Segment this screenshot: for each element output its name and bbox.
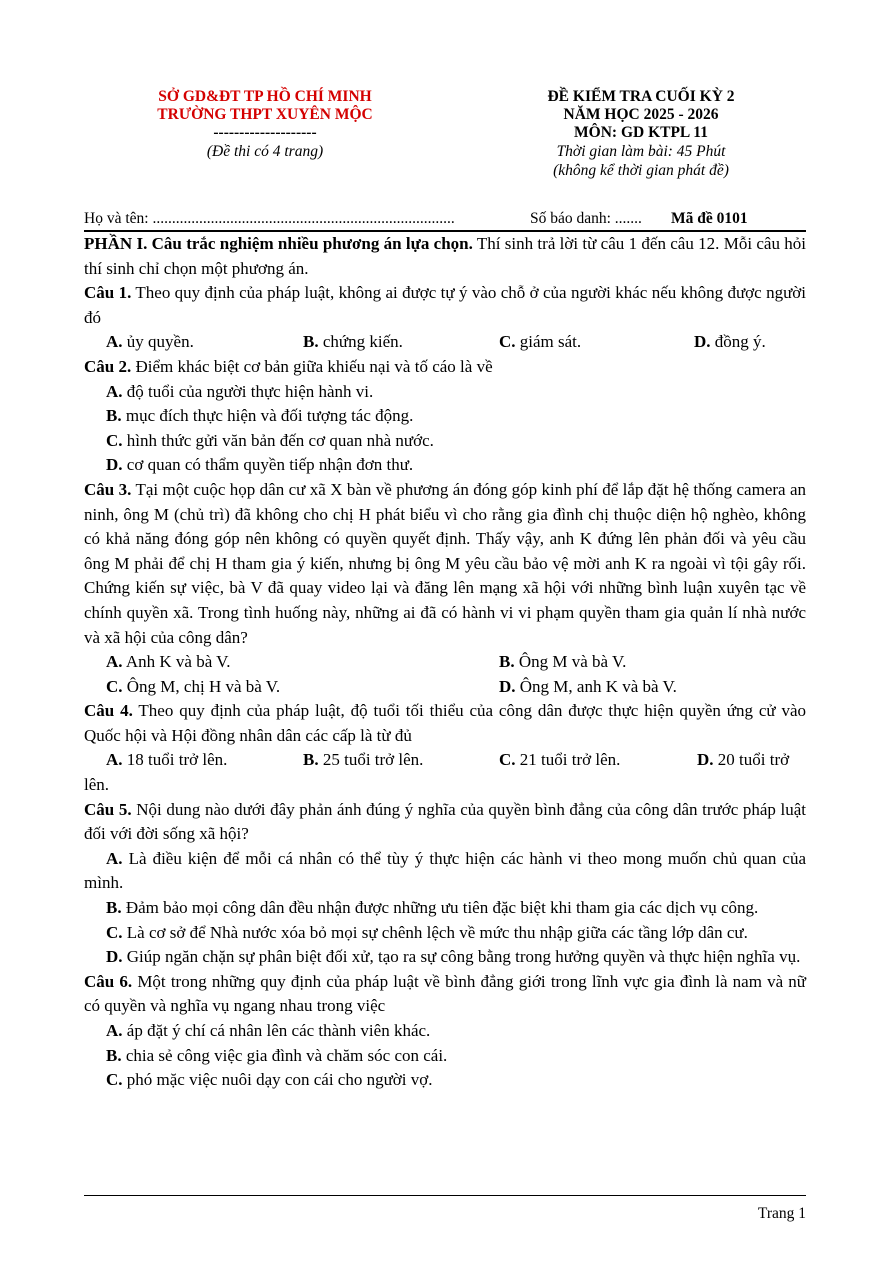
question-2 (84, 355, 806, 380)
exam-body (84, 232, 806, 1093)
question-label: Câu 3. (84, 479, 132, 499)
option-b: B. chia sẻ công việc gia đình và chăm sóc con cái. (106, 1045, 448, 1065)
option-c: C. Ông M, chị H và bà V. (106, 676, 281, 696)
option-d: D. Giúp ngăn chặn sự phân biệt đối xử, tạo ra sự công bằng trong hưởng quyền và thực hiện nghĩa vụ. (106, 947, 801, 967)
question-label: Câu 4. (84, 701, 133, 721)
footer-rule (84, 1195, 806, 1196)
part-title: PHẦN I. Câu trắc nghiệm nhiều phương án lựa chọn. (84, 234, 473, 253)
option-b: B. Ông M và bà V. (499, 652, 627, 672)
option-c: C. hình thức gửi văn bản đến cơ quan nhà nước. (106, 430, 434, 450)
option-b: B. chứng kiến. (303, 332, 403, 352)
option-a: A. Anh K và bà V. (106, 652, 231, 672)
question-label: Câu 2. (84, 356, 132, 376)
option-d: D. Ông M, anh K và bà V. (499, 676, 677, 696)
student-name-field: Họ và tên: .............................................................................. (84, 210, 455, 227)
page-number: Trang 1 (757, 1205, 806, 1222)
question-text: Điểm khác biệt cơ bản giữa khiếu nại và tố cáo là về (131, 356, 493, 376)
question-text: Nội dung nào dưới đây phản ánh đúng ý nghĩa của quyền bình đẳng của công dân trước pháp luật đối với đời sống xã hội? (84, 799, 807, 844)
question-text: Tại một cuộc họp dân cư xã X bàn về phương án đóng góp kinh phí để lắp đặt hệ thống camera an ninh, ông M (chủ trì) đã không cho chị H phát biểu vì cho rằng gia đình chị thuộc diện hộ nghèo, không có khả năng đóng góp nên không có quyền quyết định. Thấy vậy, anh K đứng lên phản đối và yêu cầu ông M phải để chị H tham gia ý kiến, nhưng bị ông M yêu cầu bảo vệ mời anh K ra ngoài vì tội gây rối. Chứng kiến sự việc, bà V đã quay video lại và đăng lên mạng xã hội với những bình luận xuyên tạc về chính quyền xã. Trong tình huống này, những ai đã có hành vi vi phạm quyền tham gia quản lí nhà nước và xã hội của công dân? (84, 479, 806, 647)
question-1 (84, 281, 806, 330)
option-a: A. áp đặt ý chí cá nhân lên các thành viên khác. (106, 1021, 431, 1040)
options-row (84, 650, 806, 675)
option-a: A. Là điều kiện để mỗi cá nhân có thể tùy ý thực hiện các hành vi theo mong muốn chủ quan của mình. (84, 848, 806, 893)
question-text: Theo quy định của pháp luật, độ tuổi tối thiểu của công dân được thực hiện quyền ứng cử vào Quốc hội và Hội đồng nhân dân các cấp là từ đủ (84, 701, 807, 745)
option-a: A. độ tuổi của người thực hiện hành vi. (106, 381, 374, 401)
question-text: Một trong những quy định của pháp luật về bình đẳng giới trong lĩnh vực gia đình là nam và nữ có quyền và nghĩa vụ ngang nhau trong việc (84, 971, 807, 1016)
question-text: Theo quy định của pháp luật, không ai được tự ý vào chỗ ở của người khác nếu không được người đó (84, 283, 806, 327)
question-label: Câu 6. (84, 971, 133, 991)
part-heading (84, 232, 806, 281)
question-6 (84, 970, 806, 1019)
student-info-line (84, 208, 806, 230)
department-name: SỞ GD&ĐT TP HỒ CHÍ MINH (158, 88, 372, 105)
options-row (84, 675, 806, 700)
option-c: C. Là cơ sở để Nhà nước xóa bỏ mọi sự chênh lệch về mức thu nhập giữa các tầng lớp dân cư. (106, 922, 748, 942)
option-c: C. phó mặc việc nuôi dạy con cái cho người vợ. (106, 1070, 433, 1090)
option-b: B. mục đích thực hiện và đối tượng tác động. (106, 406, 414, 426)
question-4 (84, 699, 806, 748)
school-year: NĂM HỌC 2025 - 2026 (563, 106, 719, 123)
header-left (112, 88, 418, 161)
option-c: C. giám sát. (499, 332, 582, 352)
question-5 (84, 798, 806, 847)
option-c: C. 21 tuổi trở lên. (499, 750, 621, 770)
options-row (84, 748, 806, 773)
option-b: B. 25 tuổi trở lên. (303, 750, 424, 770)
part-instruction: Thí sinh trả lời từ câu 1 đến câu 12. Mỗi câu hỏi thí sinh chỉ chọn một phương án. (84, 234, 806, 278)
option-a: A. ủy quyền. (106, 332, 194, 352)
candidate-number-field: Số báo danh: ....... (530, 210, 642, 227)
subject: MÔN: GD KTPL 11 (574, 124, 708, 141)
exam-code: Mã đề 0101 (671, 210, 748, 227)
time-note: (không kể thời gian phát đề) (553, 162, 729, 179)
school-name: TRƯỜNG THPT XUYÊN MỘC (157, 106, 373, 123)
option-a: A. 18 tuổi trở lên. (106, 750, 228, 770)
exam-title: ĐỀ KIỂM TRA CUỐI KỲ 2 (547, 88, 735, 105)
question-3 (84, 478, 806, 650)
time-limit: Thời gian làm bài: 45 Phút (556, 143, 726, 160)
option-d: D. 20 tuổi trở (697, 750, 790, 770)
option-d: D. cơ quan có thẩm quyền tiếp nhận đơn thư. (106, 455, 414, 475)
header-divider-dashes: -------------------- (213, 124, 317, 141)
option-b: B. Đảm bảo mọi công dân đều nhận được những ưu tiên đặc biệt khi tham gia các dịch vụ công. (106, 898, 759, 918)
header-right (488, 88, 794, 180)
options-row (84, 330, 806, 355)
page-count-note: (Đề thi có 4 trang) (206, 143, 324, 160)
question-label: Câu 1. (84, 283, 132, 303)
option-d-wrap: lên. (84, 775, 110, 795)
option-d: D. đồng ý. (694, 332, 766, 352)
question-label: Câu 5. (84, 799, 132, 819)
